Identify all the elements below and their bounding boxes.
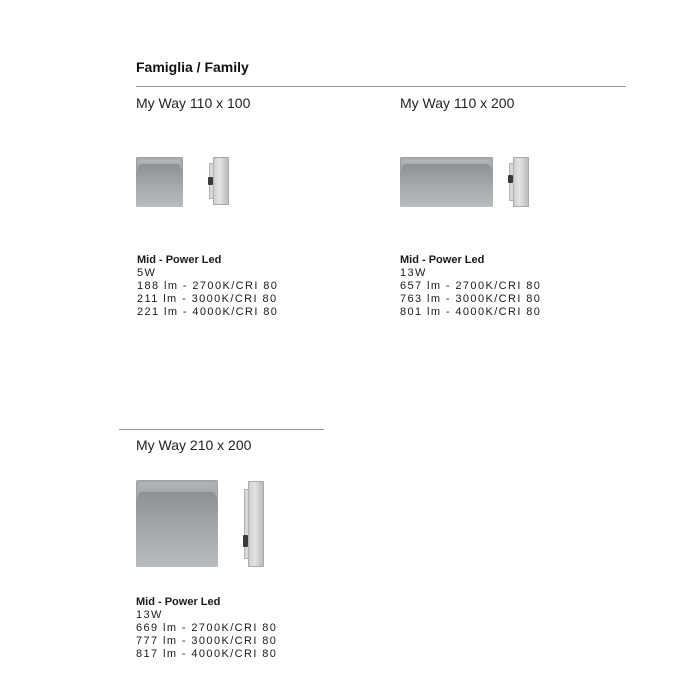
- product-name-1: My Way 110 x 100: [136, 95, 251, 111]
- product-name-3: My Way 210 x 200: [136, 437, 252, 453]
- product-front-image-1: [136, 157, 183, 207]
- tech-label-3: Mid - Power Led: [136, 596, 221, 608]
- lumen-line-1-1: 188 lm - 2700K/CRI 80: [137, 280, 279, 292]
- product-name-2: My Way 110 x 200: [400, 95, 515, 111]
- lumen-line-2-2: 763 lm - 3000K/CRI 80: [400, 293, 542, 305]
- lumen-line-3-3: 817 lm - 4000K/CRI 80: [136, 648, 278, 660]
- power-3: 13W: [136, 609, 163, 621]
- section-divider: [119, 429, 324, 430]
- product-front-image-2: [400, 157, 493, 207]
- product-side-image-1: [213, 157, 229, 205]
- product-specs-1: [137, 254, 278, 319]
- lumen-line-3-2: 777 lm - 3000K/CRI 80: [136, 635, 278, 647]
- lumen-line-2-1: 657 lm - 2700K/CRI 80: [400, 280, 542, 292]
- family-title: Famiglia / Family: [136, 59, 249, 75]
- power-1: 5W: [137, 267, 157, 279]
- lumen-line-2-3: 801 lm - 4000K/CRI 80: [400, 306, 542, 318]
- lumen-line-1-3: 221 lm - 4000K/CRI 80: [137, 306, 279, 318]
- product-specs-3: [136, 596, 277, 661]
- lumen-line-3-1: 669 lm - 2700K/CRI 80: [136, 622, 278, 634]
- product-front-image-3: [136, 480, 218, 567]
- product-side-image-2: [513, 157, 529, 207]
- power-2: 13W: [400, 267, 427, 279]
- product-side-image-3: [248, 481, 264, 567]
- lumen-line-1-2: 211 lm - 3000K/CRI 80: [137, 293, 278, 305]
- tech-label-2: Mid - Power Led: [400, 254, 485, 266]
- top-divider: [136, 86, 626, 87]
- tech-label-1: Mid - Power Led: [137, 254, 222, 266]
- product-specs-2: [400, 254, 541, 319]
